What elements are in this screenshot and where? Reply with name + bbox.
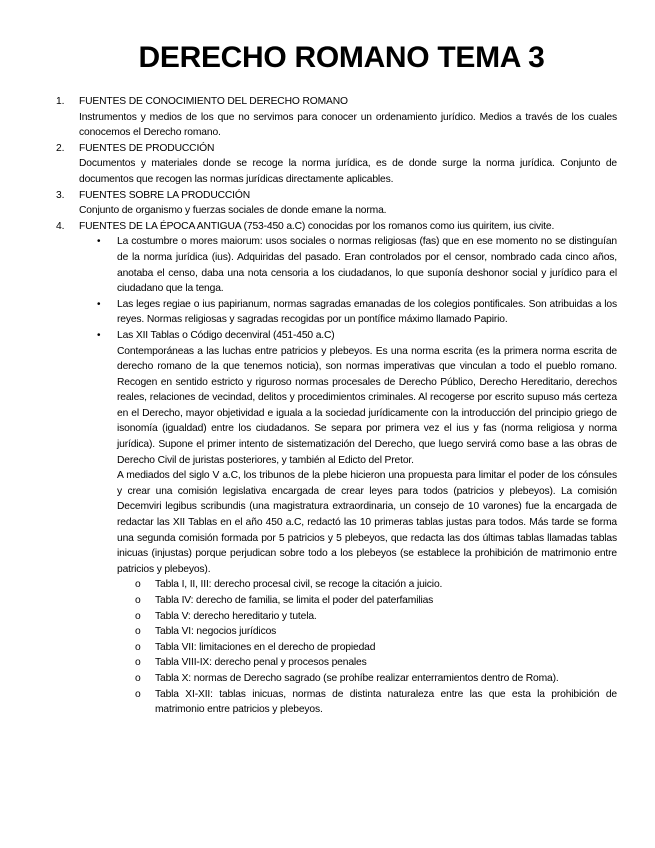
section-heading: FUENTES DE CONOCIMIENTO DEL DERECHO ROMANO — [79, 96, 348, 107]
table-list-item — [135, 687, 617, 718]
bullet-text: Las leges regiae o ius papirianum, normas sagradas emanadas de los colegios pontificales. Son atribuidas a los reyes. Normas religiosas y sagradas recogidas por un pontífice máximo llamado Papirio. — [117, 298, 617, 326]
section-heading: FUENTES DE LA ÉPOCA ANTIGUA (753-450 a.C) conocidas por los romanos como ius quiritem, ius civite. — [79, 220, 555, 232]
bullet-marker: • — [97, 298, 101, 310]
bullet-item-costumbre — [97, 234, 617, 296]
bullet-marker: • — [97, 236, 101, 248]
section-fuentes-conocimiento — [56, 94, 617, 141]
section-text: Conjunto de organismo y fuerzas sociales de donde emane la norma. — [79, 205, 387, 217]
document-body — [56, 94, 617, 718]
section-number: 1. — [56, 96, 65, 107]
table-item-text: Tabla I, II, III: derecho procesal civil, se recoge la citación a juicio. — [155, 579, 443, 591]
section-text: Instrumentos y medios de los que no servimos para conocer un ordenamiento jurídico. Medios a través de los cuales conocemos el Derecho romano. — [79, 111, 617, 139]
table-item-text: Tabla VIII-IX: derecho penal y procesos penales — [155, 657, 367, 669]
tables-list — [117, 577, 617, 717]
section-number: 2. — [56, 142, 65, 154]
section-fuentes-sobre-produccion — [56, 188, 617, 219]
section-heading: FUENTES DE PRODUCCIÓN — [79, 142, 215, 154]
sub-bullet-marker: o — [135, 672, 141, 684]
table-list-item — [135, 655, 617, 671]
sub-bullet-marker: o — [135, 688, 141, 700]
bullet-marker: • — [97, 329, 101, 341]
table-list-item — [135, 593, 617, 609]
sub-bullet-marker: o — [135, 626, 141, 638]
sub-bullet-marker: o — [135, 657, 141, 669]
section-number: 4. — [56, 220, 65, 232]
table-item-text: Tabla VI: negocios jurídicos — [155, 626, 277, 638]
section-epoca-antigua — [56, 219, 617, 718]
sub-bullet-marker: o — [135, 610, 141, 622]
table-list-item — [135, 577, 617, 593]
sub-bullet-marker: o — [135, 595, 141, 606]
table-list-item — [135, 609, 617, 625]
xii-tablas-paragraph-1: Contemporáneas a las luchas entre patricios y plebeyos. Es una norma escrita (es la primera norma escrita de derecho romano de la que tenemos noticia), son normas imperativas que vinculan a todo el pueblo romano. Recogen en sentido estricto y riguroso normas procesales de Derecho Público, Derecho Hereditario, derechos reales, relaciones de vecindad, delitos y procedimientos criminales. Al recogerse por escrito supuso más certeza en el Derecho, mayor objetividad e iguala a la sociedad jurídicamente con la introducción del principio griego de isonomía (igualdad) entre los ciudadanos. Se separa por primera vez el ius y fas (norma religiosa y norma jurídica). Supone el primer intento de sistematización del Derecho, que luego servirá como base a las obras de Derecho Civil de juristas posteriores, y también al Edicto del Pretor. — [117, 345, 617, 466]
page-title: DERECHO ROMANO TEMA 3 — [138, 41, 545, 74]
table-item-text: Tabla X: normas de Derecho sagrado (se prohíbe realizar enterramientos dentro de Roma). — [155, 672, 559, 684]
sub-bullet-marker: o — [135, 641, 141, 653]
section-number: 3. — [56, 189, 65, 201]
section-text: Documentos y materiales donde se recoge la norma jurídica, es de donde surge la norma jurídica. Conjunto de documentos que recogen las normas jurídicas directamente aplicables. — [79, 158, 617, 185]
table-item-text: Tabla VII: limitaciones en el derecho de propiedad — [155, 641, 376, 653]
xii-tablas-paragraph-2: A mediados del siglo V a.C, los tribunos de la plebe hicieron una propuesta para limitar el poder de los cónsules y crear una comisión legislativa encargada de crear leyes para todos (patricios y plebeyos). La comisión Decemviri legibus scribundis (una magistratura extraordinaria, un consejo de 10 varones) fue la encargada de redactar las XII Tablas en el año 450 a.C, redactó las 10 primeras tablas justas para todos. Más tarde se forma una segunda comisión formada por 5 patricios y 5 plebeyos, que redacta las dos últimas tablas llamadas tablas inicuas (injustas) porque perjudican sobre todo a los plebeyos (se establece la prohibición de matrimonio entre patricios y plebeyos). — [117, 470, 617, 575]
bullet-text: La costumbre o mores maiorum: usos sociales o normas religiosas (fas) que en ese momento no se distinguían de la norma jurídica (ius). Adquiridas del pasado. Eran controlados por el censor, nombrado cada cinco años, anotaba el censo, daba una nota censoria a los ciudadanos, lo que suponía deshonor social y jurídico para el ciudadano que la tenga. — [117, 236, 617, 295]
bullet-item-leges-regiae — [97, 297, 617, 328]
bullet-text: Las XII Tablas o Código decenviral (451-450 a.C) — [117, 329, 335, 341]
section-fuentes-produccion — [56, 141, 617, 188]
table-item-text: Tabla IV: derecho de familia, se limita el poder del paterfamilias — [155, 595, 434, 606]
table-list-item — [135, 671, 617, 687]
bullet-item-xii-tablas — [97, 328, 617, 718]
table-item-text: Tabla V: derecho hereditario y tutela. — [155, 610, 317, 622]
table-item-text: Tabla XI-XII: tablas inicuas, normas de distinta naturaleza entre las que esta la prohibición de matrimonio entre patricios y plebeyos. — [155, 688, 617, 716]
table-list-item — [135, 624, 617, 640]
table-list-item — [135, 640, 617, 656]
section-heading: FUENTES SOBRE LA PRODUCCIÓN — [79, 189, 251, 201]
sub-bullet-marker: o — [135, 579, 141, 591]
bullet-list — [79, 234, 617, 717]
